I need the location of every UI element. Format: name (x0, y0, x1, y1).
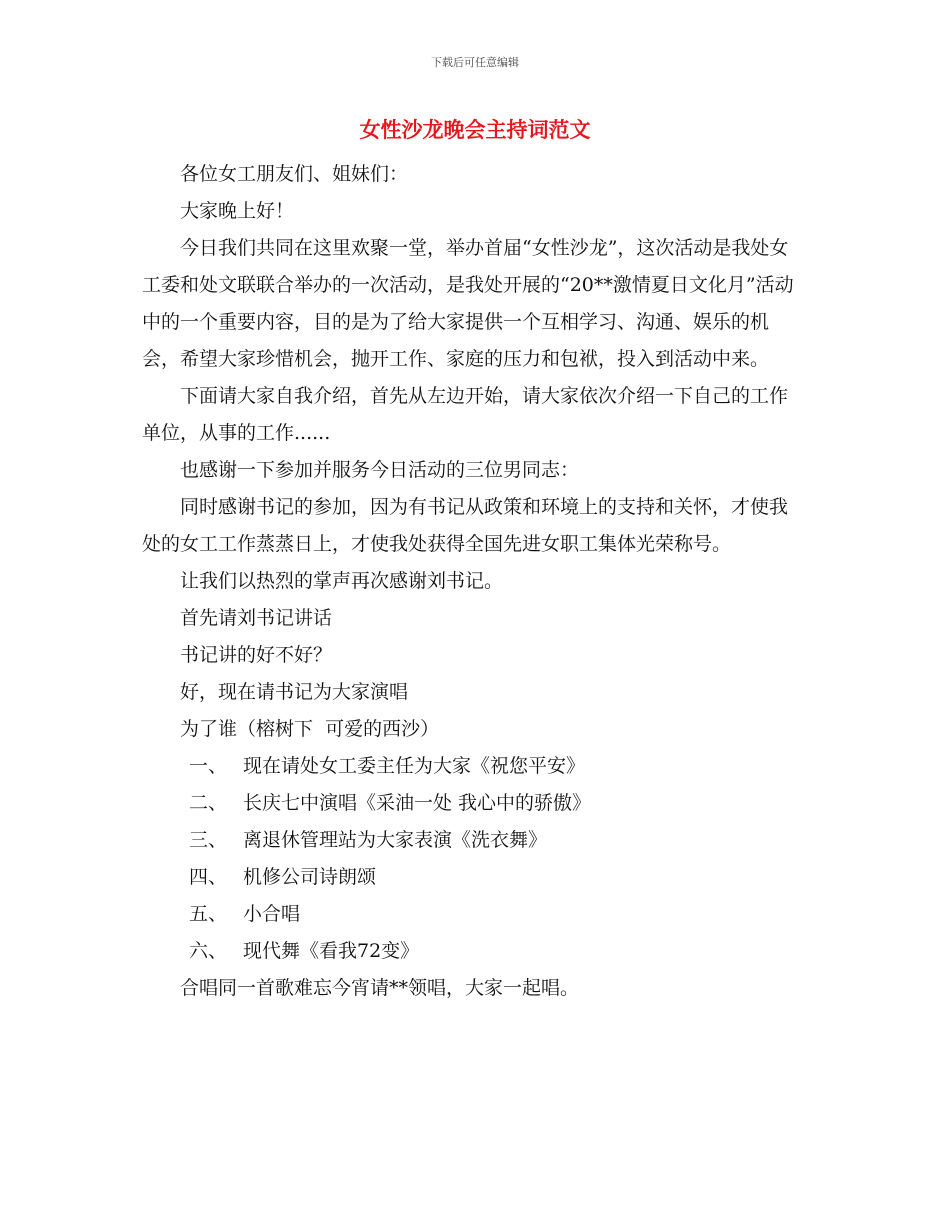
program-item (142, 748, 802, 785)
program-item-text: 长庆七中演唱《采油一处 我心中的骄傲》 (243, 792, 592, 814)
paragraph-self-intro: 下面请大家自我介绍，首先从左边开始，请大家依次介绍一下自己的工作单位，从事的工作...... (142, 385, 789, 444)
program-item (142, 859, 802, 896)
program-item-number: 六、 (189, 940, 228, 962)
paragraph-applause: 让我们以热烈的掌声再次感谢刘书记。 (180, 570, 504, 592)
paragraph-intro: 今日我们共同在这里欢聚一堂，举办首届“女性沙龙”，这次活动是我处女工委和处文联联合举办的一次活动，是我处开展的“20**激情夏日文化月”活动中的一个重要内容，目的是为了给大家提供一个互相学习、沟通、娱乐的机会，希望大家珍惜机会，抛开工作、家庭的压力和包袱，投入到活动中来。 (142, 237, 794, 370)
paragraph-thanks-men: 也感谢一下参加并服务今日活动的三位男同志： (180, 459, 580, 481)
paragraph-thanks-secretary: 同时感谢书记的参加，因为有书记从政策和环境上的支持和关怀，才使我处的女工工作蒸蒸日上，才使我处获得全国先进女职工集体光荣称号。 (142, 496, 789, 555)
document-body (142, 156, 802, 1007)
paragraph-speech: 首先请刘书记讲话 (180, 607, 333, 629)
program-item-text: 现代舞《看我72变》 (243, 940, 420, 962)
paragraph-question: 书记讲的好不好？ (180, 644, 333, 666)
program-item-number: 三、 (189, 829, 228, 851)
program-item (142, 785, 802, 822)
program-item (142, 896, 802, 933)
program-item-text: 现在请处女工委主任为大家《祝您平安》 (243, 755, 586, 777)
program-item-number: 一、 (189, 755, 228, 777)
program-item (142, 933, 802, 970)
paragraph-greeting: 各位女工朋友们、姐妹们： (180, 163, 409, 185)
program-item-number: 五、 (189, 903, 228, 925)
program-item-text: 机修公司诗朗颂 (243, 866, 377, 888)
program-item-text: 离退休管理站为大家表演《洗衣舞》 (243, 829, 548, 851)
program-item (142, 822, 802, 859)
paragraph-sing: 好，现在请书记为大家演唱 (180, 681, 409, 703)
paragraph-evening-greeting: 大家晚上好！ (180, 200, 295, 222)
paragraph-songs: 为了谁（榕树下 可爱的西沙） (180, 718, 440, 740)
program-item-text: 小合唱 (243, 903, 301, 925)
document-title: 女性沙龙晚会主持词范文 (359, 117, 591, 142)
page-header-note: 下载后可任意编辑 (431, 56, 519, 69)
program-item-number: 四、 (189, 866, 228, 888)
program-item-number: 二、 (189, 792, 228, 814)
paragraph-closing: 合唱同一首歌难忘今宵请**领唱，大家一起唱。 (180, 977, 580, 999)
